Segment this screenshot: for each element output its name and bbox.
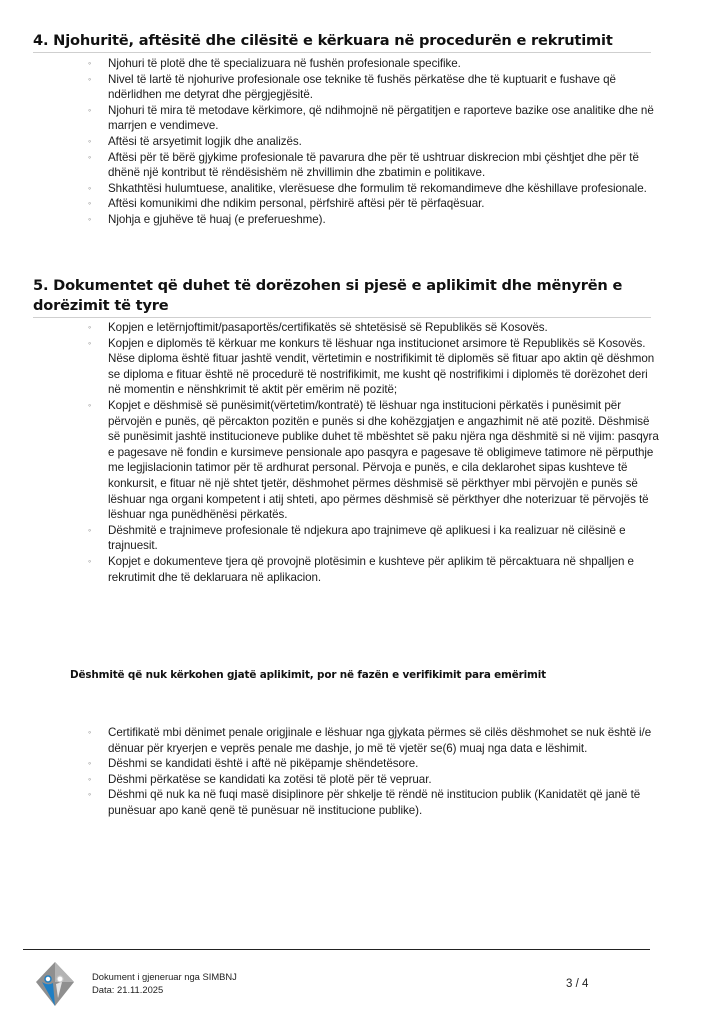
list-item: ◦ Kopjet e dëshmisë së punësimit(vërtetim/kontratë) të lëshuar nga institucioni përkatës i punësimit për përvojën e punës, që përcakton pozitën e punës si dhe kohëzgjatjen e angazhimit në atë pozitë. Dëshmisë së punësimit jashtë institucioneve publike duhet të mbështet së paku njëra nga dëshmitë si në vijim: pasqyra e pagesave në fondin e kursimeve pensionale apo pasqyra e pagesave të obligimeve tatimore në përputhje me legjislacionin tatimor për të ardhurat personal. Përvoja e punës, e cila deklarohet sipas kushteve të konkursit, e fituar në një shtet tjetër, dëshmohet përmes dëshmisë së përkthyer mbi përvojën e punës së lëshuar nga organi kompetent i atij shteti, apo përmes dëshmisë së përkthyer dhe noterizuar të përvojës të lëshuar nga punëdhënësi përkatës. — [88, 398, 659, 522]
simbnj-logo-icon — [36, 962, 74, 1006]
list-item: ◦ Dëshmi përkatëse se kandidati ka zotësi të plotë për të vepruar. — [88, 772, 432, 786]
section-5-heading: 5. Dokumentet që duhet të dorëzohen si pjesë e aplikimit dhe mënyrën e dorëzimit të tyre — [33, 276, 651, 318]
bullet-icon: ◦ — [88, 337, 92, 348]
section-4-list — [0, 56, 660, 228]
section-4-heading: 4. Njohuritë, aftësitë dhe cilësitë e kërkuara në procedurën e rekrutimit — [33, 31, 651, 53]
list-item: ◦ Dëshmi se kandidati është i aftë në pikëpamje shëndetësore. — [88, 757, 419, 771]
page-number: 3 / 4 — [566, 978, 589, 990]
footer-info — [92, 970, 237, 996]
bullet-icon: ◦ — [88, 182, 92, 193]
list-item: ◦ Dëshmitë e trajnimeve profesionale të ndjekura apo trajnimeve që aplikuesi i ka realizuar në cilësinë e trajnuesit. — [88, 523, 626, 553]
footer-divider — [23, 949, 650, 950]
bullet-icon: ◦ — [88, 73, 92, 84]
verification-heading: Dëshmitë që nuk kërkohen gjatë aplikimit, por në fazën e verifikimit para emërimit — [70, 669, 546, 681]
bullet-icon: ◦ — [88, 555, 92, 566]
list-item: ◦ Aftësi komunikimi dhe ndikim personal, përfshirë aftësi për të përfaqësuar. — [88, 197, 485, 211]
bullet-icon: ◦ — [88, 213, 92, 224]
list-item: ◦ Aftësi për të bërë gjykime profesionale të pavarura dhe për të ushtruar diskrecion mbi çështjet dhe për të dhënë një kontribut të rëndësishëm në zhvillimin dhe zbatimin e politikave. — [88, 150, 639, 180]
section-5-list — [0, 320, 660, 585]
list-item: ◦ Dëshmi që nuk ka në fuqi masë disiplinore për shkelje të rëndë në institucion publik (Kanidatët që janë të punësuar apo kanë qenë të punësuar në institucione publike). — [88, 788, 641, 817]
bullet-icon: ◦ — [88, 524, 92, 535]
list-item: ◦ Certifikatë mbi dënimet penale origjinale e lëshuar nga gjykata përmes së cilës dëshmohet se nuk është i/e dënuar për kryerjen e veprës penale me dashje, jo më të vjetër se(6) muaj nga data e lëshimit. — [88, 726, 652, 755]
list-item: ◦ Kopjen e letërnjoftimit/pasaportës/certifikatës së shtetësisë së Republikës së Kosovës. — [88, 321, 548, 334]
bullet-icon: ◦ — [88, 322, 92, 332]
bullet-icon: ◦ — [88, 104, 92, 115]
bullet-icon: ◦ — [88, 58, 92, 68]
document-date: Data: 21.11.2025 — [92, 984, 164, 995]
bullet-icon: ◦ — [88, 727, 92, 737]
bullet-icon: ◦ — [88, 399, 92, 410]
verification-list — [0, 725, 660, 819]
list-item: ◦ Kopjen e diplomës të kërkuar me konkurs të lëshuar nga institucionet arsimore të Republikës së Kosovës. Nëse diploma është fituar jashtë vendit, vërtetimin e nostrifikimit të diplomës së fituar apo aktin që dëshmon se diploma e fituar është në procedurë të nostrifikimit, me kusht që nostrifikimi i diplomës të dorëzohet deri në momentin e nënshkrimit të aktit për emërim në pozitë; — [88, 336, 655, 397]
list-item: ◦ Aftësi të arsyetimit logjik dhe analizës. — [88, 134, 302, 148]
list-item: ◦ Kopjet e dokumenteve tjera që provojnë plotësimin e kushteve për aplikim të përcaktuara në shpalljen e rekrutimit dhe të deklaruara në aplikacion. — [88, 554, 634, 584]
list-item: ◦ Njohuri të mira të metodave kërkimore, që ndihmojnë në përgatitjen e raporteve bazike ose analitike dhe në marrjen e vendimeve. — [88, 103, 654, 133]
bullet-icon: ◦ — [88, 135, 92, 146]
bullet-icon: ◦ — [88, 773, 92, 784]
generated-by-text: Dokument i gjeneruar nga SIMBNJ — [92, 971, 237, 982]
bullet-icon: ◦ — [88, 198, 92, 209]
bullet-icon: ◦ — [88, 789, 92, 800]
list-item: ◦ Nivel të lartë të njohurive profesionale ose teknike të fushës përkatëse dhe të kuptuarit e fushave që ndërlidhen me detyrat dhe përgjegjësitë. — [88, 72, 616, 102]
list-item: ◦ Njohja e gjuhëve të huaj (e preferueshme). — [88, 212, 326, 226]
list-item: ◦ Shkathtësi hulumtuese, analitike, vlerësuese dhe formulim të rekomandimeve dhe këshillave profesionale. — [88, 181, 647, 195]
list-item: ◦ Njohuri të plotë dhe të specializuara në fushën profesionale specifike. — [88, 57, 461, 70]
bullet-icon: ◦ — [88, 758, 92, 769]
bullet-icon: ◦ — [88, 151, 92, 162]
